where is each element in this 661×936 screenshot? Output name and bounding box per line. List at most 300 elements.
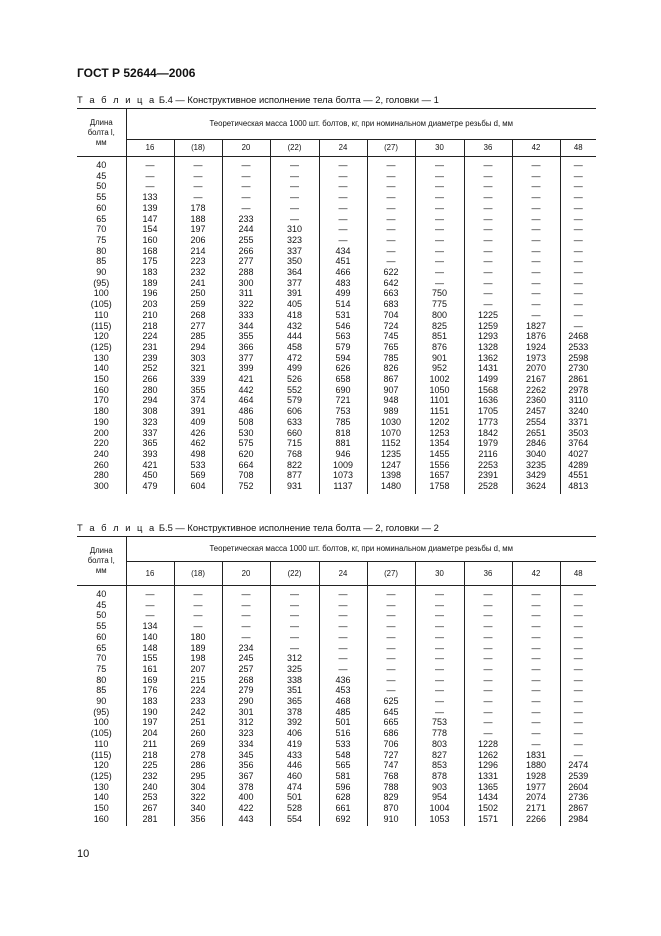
mass-value-cell: — [415,675,464,686]
mass-value-cell: 853 [415,760,464,771]
mass-value-cell: 3235 [512,460,560,471]
mass-value-cell: 620 [222,449,270,460]
mass-value-cell: — [367,610,415,621]
diameter-header: 24 [319,562,367,586]
mass-value-cell: 255 [222,235,270,246]
mass-value-cell: 690 [319,385,367,396]
table-row [77,428,596,439]
bolt-length-cell: 90 [77,696,126,707]
mass-value-cell: 134 [126,621,174,632]
mass-value-cell: — [126,600,174,611]
mass-value-cell: 232 [126,771,174,782]
bolt-length-cell: 50 [77,181,126,192]
mass-value-cell: 706 [367,739,415,750]
mass-value-cell: 444 [270,331,319,342]
table-row [77,256,596,267]
mass-value-cell: — [560,321,596,332]
bolt-length-cell: 120 [77,760,126,771]
mass-value-cell: — [415,610,464,621]
mass-value-cell: 1293 [464,331,512,342]
mass-value-cell: 715 [270,438,319,449]
mass-value-cell: — [367,171,415,182]
mass-value-cell: 244 [222,224,270,235]
bolt-length-cell: 180 [77,406,126,417]
mass-value-cell: 1876 [512,331,560,342]
mass-value-cell: — [512,685,560,696]
mass-value-cell: 450 [126,470,174,481]
mass-value-cell: 2360 [512,395,560,406]
mass-value-cell: — [464,235,512,246]
mass-value-cell: 211 [126,739,174,750]
bolt-length-cell: 100 [77,717,126,728]
mass-value-cell: — [560,717,596,728]
mass-value-cell: 312 [270,653,319,664]
mass-value-cell: 745 [367,331,415,342]
mass-value-cell: — [367,600,415,611]
mass-value-cell: — [560,728,596,739]
mass-value-cell: — [512,717,560,728]
mass-value-cell: 168 [126,246,174,257]
mass-value-cell: — [319,235,367,246]
mass-value-cell: 501 [319,717,367,728]
mass-value-cell: 337 [126,428,174,439]
mass-value-cell: — [560,267,596,278]
mass-value-cell: 288 [222,267,270,278]
mass-value-cell: 1499 [464,374,512,385]
mass-value-cell: 421 [126,460,174,471]
mass-value-cell: — [367,632,415,643]
mass-value-cell: 768 [270,449,319,460]
mass-value-cell: — [319,653,367,664]
mass-value-cell: 323 [270,235,319,246]
mass-value-cell: 2474 [560,760,596,771]
mass-value-cell: 189 [174,643,222,654]
table-row [77,192,596,203]
mass-value-cell: 826 [367,363,415,374]
mass-value-cell: 259 [174,299,222,310]
mass-value-cell: — [464,267,512,278]
bolt-length-cell: (125) [77,342,126,353]
mass-value-cell: — [512,643,560,654]
mass-value-cell: — [560,586,596,600]
mass-value-cell: 1296 [464,760,512,771]
mass-value-cell: 907 [367,385,415,396]
mass-value-cell: — [126,171,174,182]
mass-value-cell: — [415,653,464,664]
mass-value-cell: 183 [126,696,174,707]
mass-value-cell: 946 [319,449,367,460]
mass-value-cell: 724 [367,321,415,332]
mass-value-cell: — [512,728,560,739]
mass-value-cell: 266 [126,374,174,385]
bolt-length-cell: (95) [77,278,126,289]
mass-value-cell: — [174,157,222,171]
mass-value-cell: 339 [174,374,222,385]
mass-value-cell: — [464,621,512,632]
table-row [77,224,596,235]
bolt-length-cell: 60 [77,632,126,643]
mass-value-cell: 251 [174,717,222,728]
mass-value-cell: — [222,192,270,203]
mass-value-cell: 334 [222,739,270,750]
mass-value-cell: 250 [174,288,222,299]
mass-value-cell: — [367,664,415,675]
table-row [77,814,596,827]
mass-value-cell: — [560,157,596,171]
mass-value-cell: 486 [222,406,270,417]
mass-value-cell: — [464,600,512,611]
mass-value-cell: 295 [174,771,222,782]
mass-value-cell: 1455 [415,449,464,460]
table-row [77,664,596,675]
bolt-length-cell: 240 [77,449,126,460]
mass-value-cell: — [560,181,596,192]
mass-value-cell: 642 [367,278,415,289]
mass-value-cell: 485 [319,707,367,718]
mass-value-cell: 1758 [415,481,464,494]
mass-value-cell: 579 [319,342,367,353]
mass-value-cell: — [174,586,222,600]
mass-value-cell: 433 [270,750,319,761]
mass-value-cell: 665 [367,717,415,728]
bolt-length-cell: 45 [77,600,126,611]
mass-value-cell: 240 [126,782,174,793]
mass-value-cell: 472 [270,353,319,364]
mass-value-cell: 827 [415,750,464,761]
mass-value-cell: 596 [319,782,367,793]
mass-value-cell: 218 [126,321,174,332]
mass-value-cell: — [270,586,319,600]
table-b4 [77,108,596,494]
bolt-length-cell: 220 [77,438,126,449]
mass-value-cell: — [270,610,319,621]
mass-value-cell: 948 [367,395,415,406]
mass-value-cell: — [464,643,512,654]
mass-value-cell: — [560,750,596,761]
mass-value-cell: — [319,224,367,235]
mass-value-cell: 365 [270,696,319,707]
mass-value-cell: 1571 [464,814,512,827]
mass-value-cell: — [270,214,319,225]
mass-value-cell: 304 [174,782,222,793]
mass-value-cell: — [512,610,560,621]
mass-value-cell: 1259 [464,321,512,332]
mass-value-cell: 1636 [464,395,512,406]
mass-value-cell: 622 [367,267,415,278]
mass-value-cell: 310 [270,224,319,235]
mass-value-cell: 286 [174,760,222,771]
table-row [77,299,596,310]
mass-value-cell: 765 [367,342,415,353]
mass-value-cell: — [560,664,596,675]
mass-value-cell: 1568 [464,385,512,396]
mass-value-cell: 569 [174,470,222,481]
mass-value-cell: 1050 [415,385,464,396]
mass-value-cell: — [464,610,512,621]
mass-value-cell: — [464,171,512,182]
mass-value-cell: — [415,600,464,611]
mass-value-cell: — [319,171,367,182]
diameter-header: (18) [174,140,222,157]
table-row [77,438,596,449]
mass-value-cell: 479 [126,481,174,494]
table-row [77,278,596,289]
mass-value-cell: — [415,632,464,643]
bolt-length-cell: 280 [77,470,126,481]
mass-value-cell: 453 [319,685,367,696]
mass-value-cell: — [512,171,560,182]
mass-value-cell: 565 [319,760,367,771]
mass-value-cell: — [367,685,415,696]
mass-value-cell: 148 [126,643,174,654]
mass-value-cell: 625 [367,696,415,707]
mass-value-cell: — [319,643,367,654]
mass-value-cell: 878 [415,771,464,782]
mass-value-cell: — [560,685,596,696]
mass-value-cell: 355 [222,331,270,342]
mass-value-cell: 645 [367,707,415,718]
bolt-length-cell: (105) [77,299,126,310]
bolt-length-cell: 140 [77,792,126,803]
mass-value-cell: — [512,157,560,171]
mass-value-cell: 2074 [512,792,560,803]
mass-value-cell: 207 [174,664,222,675]
bolt-length-cell: 40 [77,157,126,171]
mass-value-cell: — [367,621,415,632]
mass-value-cell: 2867 [560,803,596,814]
mass-value-cell: — [415,696,464,707]
mass-value-cell: 1225 [464,310,512,321]
mass-value-cell: — [319,157,367,171]
mass-value-cell: — [512,256,560,267]
mass-value-cell: 468 [319,696,367,707]
table-row [77,696,596,707]
table-row [77,363,596,374]
diameter-header: 20 [222,562,270,586]
mass-value-cell: 239 [126,353,174,364]
mass-value-cell: 303 [174,353,222,364]
mass-value-cell: 418 [270,310,319,321]
mass-value-cell: 1773 [464,417,512,428]
mass-value-cell: — [415,278,464,289]
mass-value-cell: 4813 [560,481,596,494]
table-row [77,792,596,803]
mass-value-cell: 2736 [560,792,596,803]
mass-value-cell: 910 [367,814,415,827]
document-number: ГОСТ Р 52644—2006 [77,66,196,80]
mass-value-cell: 661 [319,803,367,814]
table-row [77,750,596,761]
bolt-length-cell: 40 [77,586,126,600]
diameter-header: 30 [415,562,464,586]
diameter-header: 48 [560,140,596,157]
mass-value-cell: 443 [222,814,270,827]
mass-value-cell: 526 [270,374,319,385]
mass-value-cell: 169 [126,675,174,686]
mass-value-cell: 422 [222,803,270,814]
mass-value-cell: 633 [270,417,319,428]
mass-value-cell: 460 [270,771,319,782]
bolt-length-cell: 60 [77,203,126,214]
table-row [77,632,596,643]
mass-value-cell: — [464,685,512,696]
mass-value-cell: — [560,256,596,267]
mass-value-cell: 322 [174,792,222,803]
mass-value-cell: 206 [174,235,222,246]
mass-value-cell: 4027 [560,449,596,460]
mass-value-cell: 692 [319,814,367,827]
table-row [77,643,596,654]
mass-value-cell: 197 [126,717,174,728]
mass-value-cell: 1151 [415,406,464,417]
mass-value-cell: — [415,171,464,182]
mass-value-cell: 367 [222,771,270,782]
mass-value-cell: 277 [174,321,222,332]
mass-value-cell: 267 [126,803,174,814]
mass-value-cell: — [415,157,464,171]
mass-value-cell: — [560,224,596,235]
mass-value-cell: 483 [319,278,367,289]
mass-value-cell: — [319,192,367,203]
mass-value-cell: 232 [174,267,222,278]
mass-value-cell: 530 [222,428,270,439]
mass-value-cell: 1434 [464,792,512,803]
table-row [77,342,596,353]
table-row [77,803,596,814]
bolt-length-cell: 55 [77,192,126,203]
table-row [77,181,596,192]
mass-value-cell: 1977 [512,782,560,793]
mass-value-cell: — [367,586,415,600]
mass-value-cell: 175 [126,256,174,267]
mass-value-cell: — [319,600,367,611]
table-row [77,310,596,321]
mass-value-cell: 1556 [415,460,464,471]
diameter-header: 30 [415,140,464,157]
mass-value-cell: — [222,586,270,600]
diameter-header: (22) [270,562,319,586]
bolt-length-cell: 170 [77,395,126,406]
mass-value-cell: 466 [319,267,367,278]
mass-value-cell: 3764 [560,438,596,449]
mass-value-cell: — [560,707,596,718]
mass-value-cell: 242 [174,707,222,718]
mass-value-cell: — [222,171,270,182]
mass-value-cell: 683 [367,299,415,310]
mass-value-cell: 2861 [560,374,596,385]
mass-value-cell: — [464,214,512,225]
mass-value-cell: 2262 [512,385,560,396]
mass-value-cell: — [464,192,512,203]
length-header-line-3: мм [95,137,107,147]
mass-value-cell: — [415,267,464,278]
mass-value-cell: 1070 [367,428,415,439]
mass-value-cell: 345 [222,750,270,761]
table-row [77,449,596,460]
mass-value-cell: 446 [270,760,319,771]
mass-value-cell: — [512,235,560,246]
mass-value-cell: 190 [126,707,174,718]
mass-value-cell: — [560,299,596,310]
mass-value-cell: — [560,632,596,643]
mass-value-cell: — [512,299,560,310]
mass-value-cell: — [367,675,415,686]
mass-value-cell: — [415,664,464,675]
mass-value-cell: 210 [126,310,174,321]
mass-value-cell: 1842 [464,428,512,439]
mass-value-cell: 2070 [512,363,560,374]
mass-value-cell: — [319,664,367,675]
mass-value-cell: — [367,214,415,225]
mass-value-cell: 233 [222,214,270,225]
mass-value-cell: — [512,696,560,707]
bolt-length-cell: 90 [77,267,126,278]
mass-value-cell: 2116 [464,449,512,460]
mass-value-cell: 1398 [367,470,415,481]
bolt-length-cell: 45 [77,171,126,182]
table-row [77,171,596,182]
mass-value-cell: 421 [222,374,270,385]
table-b4-caption [77,94,439,105]
mass-value-cell: 528 [270,803,319,814]
mass-group-header: Теоретическая масса 1000 шт. болтов, кг, при номинальном диаметре резьбы d, мм [126,109,596,140]
bolt-length-cell: 85 [77,256,126,267]
length-column-header [77,537,126,586]
mass-value-cell: 1247 [367,460,415,471]
mass-value-cell: — [512,675,560,686]
mass-value-cell: 197 [174,224,222,235]
mass-value-cell: — [174,171,222,182]
mass-value-cell: 1502 [464,803,512,814]
table-row [77,586,596,600]
table-row [77,235,596,246]
mass-value-cell: — [319,203,367,214]
table-b5 [77,536,596,826]
mass-value-cell: — [222,621,270,632]
mass-value-cell: — [512,246,560,257]
mass-group-header: Теоретическая масса 1000 шт. болтов, кг, при номинальном диаметре резьбы d, мм [126,537,596,562]
mass-value-cell: 822 [270,460,319,471]
mass-value-cell: — [270,157,319,171]
mass-value-cell: — [415,235,464,246]
mass-value-cell: 154 [126,224,174,235]
mass-value-cell: 1331 [464,771,512,782]
diameter-header: 16 [126,562,174,586]
diameter-header: (18) [174,562,222,586]
mass-value-cell: 877 [270,470,319,481]
mass-value-cell: 344 [222,321,270,332]
mass-value-cell: 1431 [464,363,512,374]
mass-value-cell: 139 [126,203,174,214]
mass-value-cell: 268 [174,310,222,321]
table-row [77,353,596,364]
mass-value-cell: — [415,643,464,654]
bolt-length-cell: 65 [77,214,126,225]
bolt-length-cell: 190 [77,417,126,428]
mass-value-cell: 312 [222,717,270,728]
mass-value-cell: — [512,707,560,718]
length-header-line-1: Длина [89,546,113,555]
mass-value-cell: 800 [415,310,464,321]
mass-value-cell: 1030 [367,417,415,428]
mass-value-cell: 1137 [319,481,367,494]
mass-value-cell: 2651 [512,428,560,439]
mass-value-cell: — [367,224,415,235]
mass-value-cell: — [560,653,596,664]
bolt-length-cell: (95) [77,707,126,718]
mass-value-cell: 563 [319,331,367,342]
mass-value-cell: 268 [222,675,270,686]
